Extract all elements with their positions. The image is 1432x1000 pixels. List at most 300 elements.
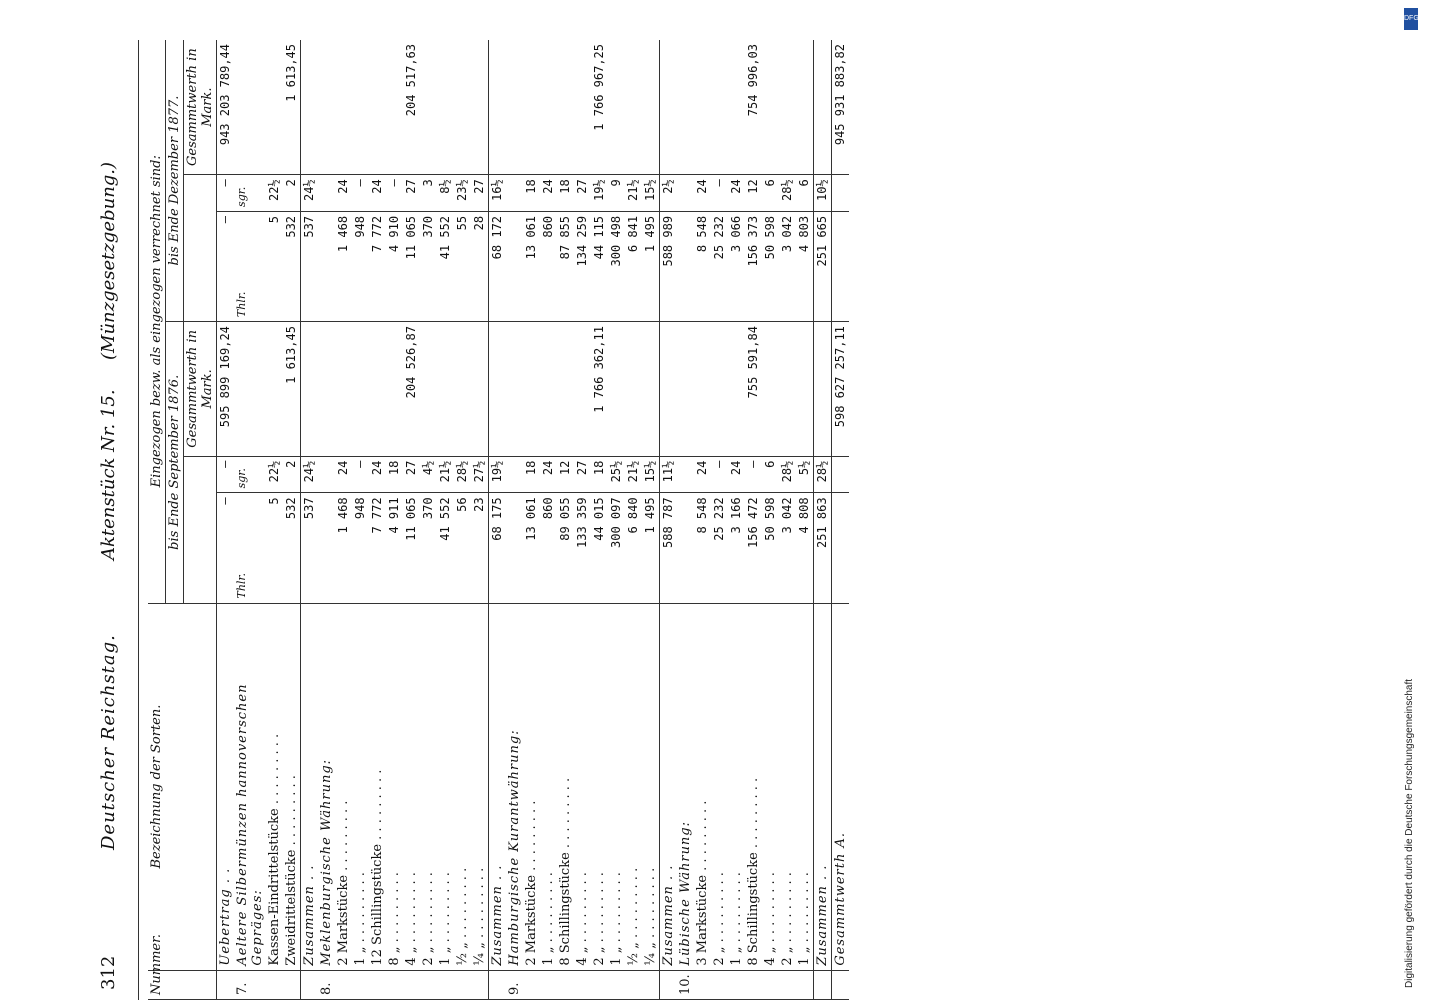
thlr-cell: 3 042 <box>779 493 796 603</box>
sum-label: Zusammen . . <box>301 603 319 970</box>
sorte-label: 2 Markstücke . . . . . . . . . <box>335 603 352 970</box>
mark-cell <box>625 322 642 457</box>
table-row <box>523 40 540 1000</box>
table-row <box>420 40 437 1000</box>
thlr-cell: 13 061 <box>523 211 540 321</box>
mark-cell <box>234 322 266 457</box>
unit-sgr: sgr. <box>234 175 266 212</box>
col-dez1877: bis Ende Dezember 1877. <box>166 40 184 322</box>
sorte-label: 2 „ . . . . . . . . . <box>420 603 437 970</box>
nr-cell <box>557 970 574 999</box>
nr-cell <box>437 970 454 999</box>
nr-cell <box>660 970 678 999</box>
mark-cell <box>540 322 557 457</box>
mark-cell <box>437 322 454 457</box>
unit-thlr: Thlr. <box>234 493 266 603</box>
unit-thlr <box>318 211 335 321</box>
section-title-row <box>677 40 694 1000</box>
thlr-cell: 41 552 <box>437 211 454 321</box>
thlr-cell: — <box>217 493 235 603</box>
thlr-cell: 55 <box>454 211 471 321</box>
mark-cell <box>540 40 557 175</box>
mark-cell: 1 613,45 <box>283 322 301 457</box>
thlr-cell: 948 <box>352 211 369 321</box>
sgr-cell: 11½ <box>660 456 678 493</box>
sorte-label: 8 Schillingstücke . . . . . . . . . <box>745 603 762 970</box>
sgr-cell: 19½ <box>489 456 507 493</box>
mark-cell <box>437 40 454 175</box>
sorte-label: 12 Schillingstücke . . . . . . . . . <box>369 603 386 970</box>
table-row <box>352 40 369 1000</box>
sorte-label: ¼ „ . . . . . . . . . <box>642 603 660 970</box>
sum-label: Zusammen . . <box>660 603 678 970</box>
nr-cell <box>471 970 489 999</box>
nr-cell <box>796 970 814 999</box>
sgr-cell: 21½ <box>625 175 642 212</box>
col-eingezogen: Eingezogen bezw. als eingezogen verrechnet sind: <box>148 40 166 603</box>
col-nummer: Nummer. <box>148 970 217 999</box>
sgr-cell: 28½ <box>779 175 796 212</box>
sgr-cell: 18 <box>386 456 403 493</box>
table-row <box>711 40 728 1000</box>
sgr-cell <box>832 175 850 212</box>
mark-cell <box>318 40 335 175</box>
sorte-label: ½ „ . . . . . . . . . <box>454 603 471 970</box>
mark-cell: 755 591,84 <box>745 322 762 457</box>
thlr-cell: 6 840 <box>625 493 642 603</box>
uebertrag-row <box>217 40 235 1000</box>
mark-cell <box>728 322 745 457</box>
nr-cell <box>386 970 403 999</box>
sorte-label: ½ „ . . . . . . . . . <box>625 603 642 970</box>
nr-cell <box>335 970 352 999</box>
thlr-cell: 3 066 <box>728 211 745 321</box>
thlr-cell: 3 042 <box>779 211 796 321</box>
sorte-label: ¼ „ . . . . . . . . . <box>471 603 489 970</box>
sgr-cell: — <box>711 456 728 493</box>
thlr-cell: 7 772 <box>369 211 386 321</box>
thlr-cell: 3 166 <box>728 493 745 603</box>
sgr-cell: 2 <box>283 175 301 212</box>
mark-cell <box>728 40 745 175</box>
table-row <box>796 40 814 1000</box>
sgr-cell: 27 <box>574 175 591 212</box>
gesammtwerth-b: 945 931 883,82 <box>832 40 850 175</box>
col-gesamtwerth-b: Gesammtwerth in Mark. <box>184 40 217 175</box>
sgr-cell: 24 <box>369 175 386 212</box>
thlr-cell: 11 065 <box>403 211 420 321</box>
thlr-cell: 1 495 <box>642 211 660 321</box>
nr-cell <box>489 970 507 999</box>
sgr-cell: 6 <box>762 175 779 212</box>
mark-cell: 1 613,45 <box>283 40 301 175</box>
nr-cell <box>608 970 625 999</box>
sgr-cell: 27 <box>574 456 591 493</box>
thlr-cell: 156 373 <box>745 211 762 321</box>
nr-cell <box>283 970 301 999</box>
thlr-cell: 1 468 <box>335 211 352 321</box>
thlr-cell: 300 498 <box>608 211 625 321</box>
thlr-cell: 537 <box>301 493 319 603</box>
sgr-cell: 28½ <box>814 456 832 493</box>
mark-cell <box>711 40 728 175</box>
thlr-cell: 50 598 <box>762 211 779 321</box>
nr-cell <box>523 970 540 999</box>
dfg-credit <box>1404 8 1418 992</box>
thlr-cell: 588 989 <box>660 211 678 321</box>
sorte-label: 1 „ . . . . . . . . . <box>352 603 369 970</box>
sgr-cell: 8½ <box>437 175 454 212</box>
thlr-cell: 4 910 <box>386 211 403 321</box>
table-row <box>403 40 420 1000</box>
sgr-cell: 15½ <box>642 456 660 493</box>
page-number: 312 <box>98 955 119 990</box>
thlr-cell: 4 808 <box>796 493 814 603</box>
unit-thlr <box>677 493 694 603</box>
mark-cell <box>557 322 574 457</box>
sgr-cell: 5½ <box>796 456 814 493</box>
thlr-cell: 44 015 <box>591 493 608 603</box>
unit-sgr <box>318 456 335 493</box>
sgr-cell: 16½ <box>489 175 507 212</box>
section-number: 8. <box>318 970 335 999</box>
thlr-cell: 370 <box>420 493 437 603</box>
nr-cell <box>832 970 850 999</box>
mark-cell <box>660 322 678 457</box>
sgr-cell: 6 <box>796 175 814 212</box>
thlr-cell: 537 <box>301 211 319 321</box>
table-row <box>745 40 762 1000</box>
mark-cell <box>506 40 523 175</box>
mark-cell <box>796 40 814 175</box>
nr-cell <box>301 970 319 999</box>
unit-sgr <box>506 175 523 212</box>
mark-cell <box>266 40 283 175</box>
nr-cell <box>762 970 779 999</box>
unit-thlr: Thlr. <box>234 211 266 321</box>
dfg-badge: DFG <box>1404 8 1418 30</box>
sgr-cell: 24½ <box>301 175 319 212</box>
sgr-cell: 27 <box>403 175 420 212</box>
thlr-cell: 4 803 <box>796 211 814 321</box>
mark-cell <box>489 40 507 175</box>
table-row <box>386 40 403 1000</box>
sgr-cell: 24 <box>694 456 711 493</box>
thlr-cell: 300 097 <box>608 493 625 603</box>
sorte-label: 4 „ . . . . . . . . . <box>574 603 591 970</box>
nr-cell <box>694 970 711 999</box>
nr-cell <box>369 970 386 999</box>
table-row <box>608 40 625 1000</box>
mark-cell <box>694 40 711 175</box>
sgr-cell: 22½ <box>266 456 283 493</box>
nr-cell <box>711 970 728 999</box>
mark-cell <box>642 322 660 457</box>
mark-cell <box>454 40 471 175</box>
mark-cell <box>608 40 625 175</box>
table-row <box>471 40 489 1000</box>
sorte-label: 2 „ . . . . . . . . . <box>591 603 608 970</box>
sgr-cell: 19½ <box>591 175 608 212</box>
nr-cell <box>352 970 369 999</box>
table-row <box>283 40 301 1000</box>
sgr-cell: 10½ <box>814 175 832 212</box>
sorte-label: Zweidrittelstücke . . . . . . . . . <box>283 603 301 970</box>
thlr-cell: 8 548 <box>694 493 711 603</box>
nr-cell <box>217 970 235 999</box>
thlr-cell: 133 359 <box>574 493 591 603</box>
sgr-cell: — <box>386 175 403 212</box>
table-row <box>574 40 591 1000</box>
mark-cell <box>814 322 832 457</box>
sum-row <box>489 40 507 1000</box>
mark-cell <box>301 40 319 175</box>
mark-cell <box>454 322 471 457</box>
nr-cell <box>814 970 832 999</box>
credit-text: Digitalisierung gefördert durch die Deutsche Forschungsgemeinschaft <box>1404 678 1415 988</box>
mark-cell <box>779 40 796 175</box>
sorte-label: 1 „ . . . . . . . . . <box>608 603 625 970</box>
sgr-cell: 28½ <box>779 456 796 493</box>
section-title: Meklenburgische Währung: <box>318 603 335 970</box>
mark-cell <box>711 322 728 457</box>
thlr-cell: 5 <box>266 211 283 321</box>
thlr-cell: 1 468 <box>335 493 352 603</box>
table-row <box>437 40 454 1000</box>
thlr-cell: 28 <box>471 211 489 321</box>
thlr-cell: 44 115 <box>591 211 608 321</box>
table-row <box>642 40 660 1000</box>
sgr-cell: 21½ <box>625 456 642 493</box>
sgr-cell: 18 <box>523 175 540 212</box>
mark-cell <box>574 322 591 457</box>
table-row <box>335 40 352 1000</box>
sgr-cell: 18 <box>557 175 574 212</box>
mark-cell <box>796 322 814 457</box>
nr-cell <box>454 970 471 999</box>
table-row <box>557 40 574 1000</box>
mark-cell <box>471 322 489 457</box>
sgr-cell: 23½ <box>454 175 471 212</box>
thlr-cell: 251 665 <box>814 211 832 321</box>
unit-sgr <box>318 175 335 212</box>
mark-cell <box>301 322 319 457</box>
mark-cell: 754 996,03 <box>745 40 762 175</box>
mark-cell <box>642 40 660 175</box>
sgr-cell: — <box>217 456 235 493</box>
table-row <box>779 40 796 1000</box>
sgr-cell: 25½ <box>608 456 625 493</box>
thlr-cell: 532 <box>283 493 301 603</box>
nr-cell <box>642 970 660 999</box>
nr-cell <box>591 970 608 999</box>
mark-cell <box>574 40 591 175</box>
thlr-cell: 6 841 <box>625 211 642 321</box>
table-row <box>266 40 283 1000</box>
sgr-cell: 24½ <box>301 456 319 493</box>
sgr-cell: — <box>352 456 369 493</box>
table-body <box>217 40 850 1000</box>
thlr-cell: 68 175 <box>489 493 507 603</box>
mark-cell <box>677 40 694 175</box>
section-title: Hamburgische Kurantwährung: <box>506 603 523 970</box>
thlr-cell: 7 772 <box>369 493 386 603</box>
sorte-label: 2 „ . . . . . . . . . <box>779 603 796 970</box>
col-sep1876: bis Ende September 1876. <box>166 322 184 603</box>
sgr-cell: 28½ <box>454 456 471 493</box>
document-page <box>90 40 1340 1000</box>
mark-cell <box>677 322 694 457</box>
sorte-label: 3 Markstücke . . . . . . . . . <box>694 603 711 970</box>
sgr-cell: 9 <box>608 175 625 212</box>
thlr-cell: 89 055 <box>557 493 574 603</box>
sgr-cell: 24 <box>540 175 557 212</box>
thlr-cell: 860 <box>540 493 557 603</box>
sgr-cell: 24 <box>540 456 557 493</box>
mark-cell <box>335 40 352 175</box>
col-gesamtwerth-a: Gesammtwerth in Mark. <box>184 322 217 457</box>
thlr-cell: 588 787 <box>660 493 678 603</box>
mark-cell: 204 517,63 <box>403 40 420 175</box>
mark-cell <box>420 322 437 457</box>
nr-cell <box>728 970 745 999</box>
table-row <box>591 40 608 1000</box>
unit-sgr <box>677 456 694 493</box>
thlr-cell: 134 259 <box>574 211 591 321</box>
gesammtwerth-label: Gesammtwerth A. <box>832 603 850 970</box>
unit-thlr <box>506 493 523 603</box>
sgr-cell: — <box>711 175 728 212</box>
sgr-cell: 15½ <box>642 175 660 212</box>
thlr-cell: 50 598 <box>762 493 779 603</box>
unit-thlr <box>506 211 523 321</box>
section-number: 9. <box>506 970 523 999</box>
sum-row <box>814 40 832 1000</box>
sgr-cell: 18 <box>591 456 608 493</box>
mark-cell <box>386 322 403 457</box>
section-number: 10. <box>677 970 694 999</box>
mark-cell <box>779 322 796 457</box>
sum-row <box>660 40 678 1000</box>
page-header <box>90 40 150 1000</box>
unit-thlr <box>677 211 694 321</box>
thlr-cell: 4 911 <box>386 493 403 603</box>
sgr-cell: 24 <box>335 456 352 493</box>
sgr-cell: 18 <box>523 456 540 493</box>
thlr-cell <box>832 211 850 321</box>
thlr-cell: 8 548 <box>694 211 711 321</box>
thlr-cell: 87 855 <box>557 211 574 321</box>
sorte-label: 1 „ . . . . . . . . . <box>728 603 745 970</box>
sgr-cell: — <box>352 175 369 212</box>
section-title: Aeltere Silbermünzen hannoverschen Gepräges: <box>234 603 266 970</box>
thlr-cell: 370 <box>420 211 437 321</box>
section-title: Lübische Währung: <box>677 603 694 970</box>
col-sorten: Bezeichnung der Sorten. <box>148 603 217 970</box>
mark-cell <box>420 40 437 175</box>
aktenstueck-number: Aktenstück Nr. 15. <box>98 389 119 560</box>
sgr-cell: 24 <box>694 175 711 212</box>
thlr-cell: 23 <box>471 493 489 603</box>
nr-cell <box>420 970 437 999</box>
sum-label: Zusammen . . <box>814 603 832 970</box>
sgr-cell: 4½ <box>420 456 437 493</box>
mark-cell <box>762 322 779 457</box>
mark-cell: 595 899 169,24 <box>217 322 235 457</box>
thlr-cell: 11 065 <box>403 493 420 603</box>
sgr-cell: 27 <box>471 175 489 212</box>
sorte-label: 8 „ . . . . . . . . . <box>386 603 403 970</box>
table-row <box>540 40 557 1000</box>
mark-cell: 1 766 362,11 <box>591 322 608 457</box>
sgr-cell: 24 <box>728 456 745 493</box>
sgr-cell: 24 <box>728 175 745 212</box>
sgr-cell: 2 <box>283 456 301 493</box>
mark-cell <box>471 40 489 175</box>
gesammtwerth-row <box>832 40 850 1000</box>
sorte-label: 8 Schillingstücke . . . . . . . . . <box>557 603 574 970</box>
sorte-label: Kassen-Eindrittelstücke . . . . . . . . . <box>266 603 283 970</box>
thlr-cell: 532 <box>283 211 301 321</box>
nr-cell <box>540 970 557 999</box>
nr-cell <box>779 970 796 999</box>
sgr-cell: 6 <box>762 456 779 493</box>
mark-cell <box>814 40 832 175</box>
mark-cell <box>386 40 403 175</box>
nr-cell <box>745 970 762 999</box>
section-title-row <box>506 40 523 1000</box>
mark-cell <box>762 40 779 175</box>
mark-cell: 943 203 789,44 <box>217 40 235 175</box>
table-row <box>762 40 779 1000</box>
mark-cell <box>694 322 711 457</box>
coin-table <box>148 40 849 1000</box>
table-row <box>369 40 386 1000</box>
sorte-label: 2 „ . . . . . . . . . <box>711 603 728 970</box>
sorte-label: 4 „ . . . . . . . . . <box>762 603 779 970</box>
unit-sgr: sgr. <box>234 456 266 493</box>
mark-cell <box>369 40 386 175</box>
thlr-cell: — <box>217 211 235 321</box>
mark-cell <box>506 322 523 457</box>
sum-row <box>301 40 319 1000</box>
sorte-label: 2 Markstücke . . . . . . . . . <box>523 603 540 970</box>
sum-label: Zusammen . . <box>489 603 507 970</box>
unit-sgr <box>677 175 694 212</box>
mark-cell <box>523 322 540 457</box>
mark-cell <box>266 322 283 457</box>
table-row <box>454 40 471 1000</box>
sgr-cell: — <box>745 456 762 493</box>
mark-cell <box>335 322 352 457</box>
sgr-cell <box>832 456 850 493</box>
sorte-label: 4 „ . . . . . . . . . <box>403 603 420 970</box>
mark-cell <box>352 322 369 457</box>
thlr-cell: 56 <box>454 493 471 603</box>
unit-thlr <box>318 493 335 603</box>
thlr-cell: 948 <box>352 493 369 603</box>
mark-cell <box>625 40 642 175</box>
sgr-cell: — <box>217 175 235 212</box>
sgr-cell: 21½ <box>437 456 454 493</box>
section-title-row <box>318 40 335 1000</box>
thlr-cell: 41 552 <box>437 493 454 603</box>
sorte-label: 1 „ . . . . . . . . . <box>796 603 814 970</box>
thlr-cell: 1 495 <box>642 493 660 603</box>
header-rule <box>138 40 139 1000</box>
thlr-cell: 25 232 <box>711 211 728 321</box>
nr-cell <box>625 970 642 999</box>
